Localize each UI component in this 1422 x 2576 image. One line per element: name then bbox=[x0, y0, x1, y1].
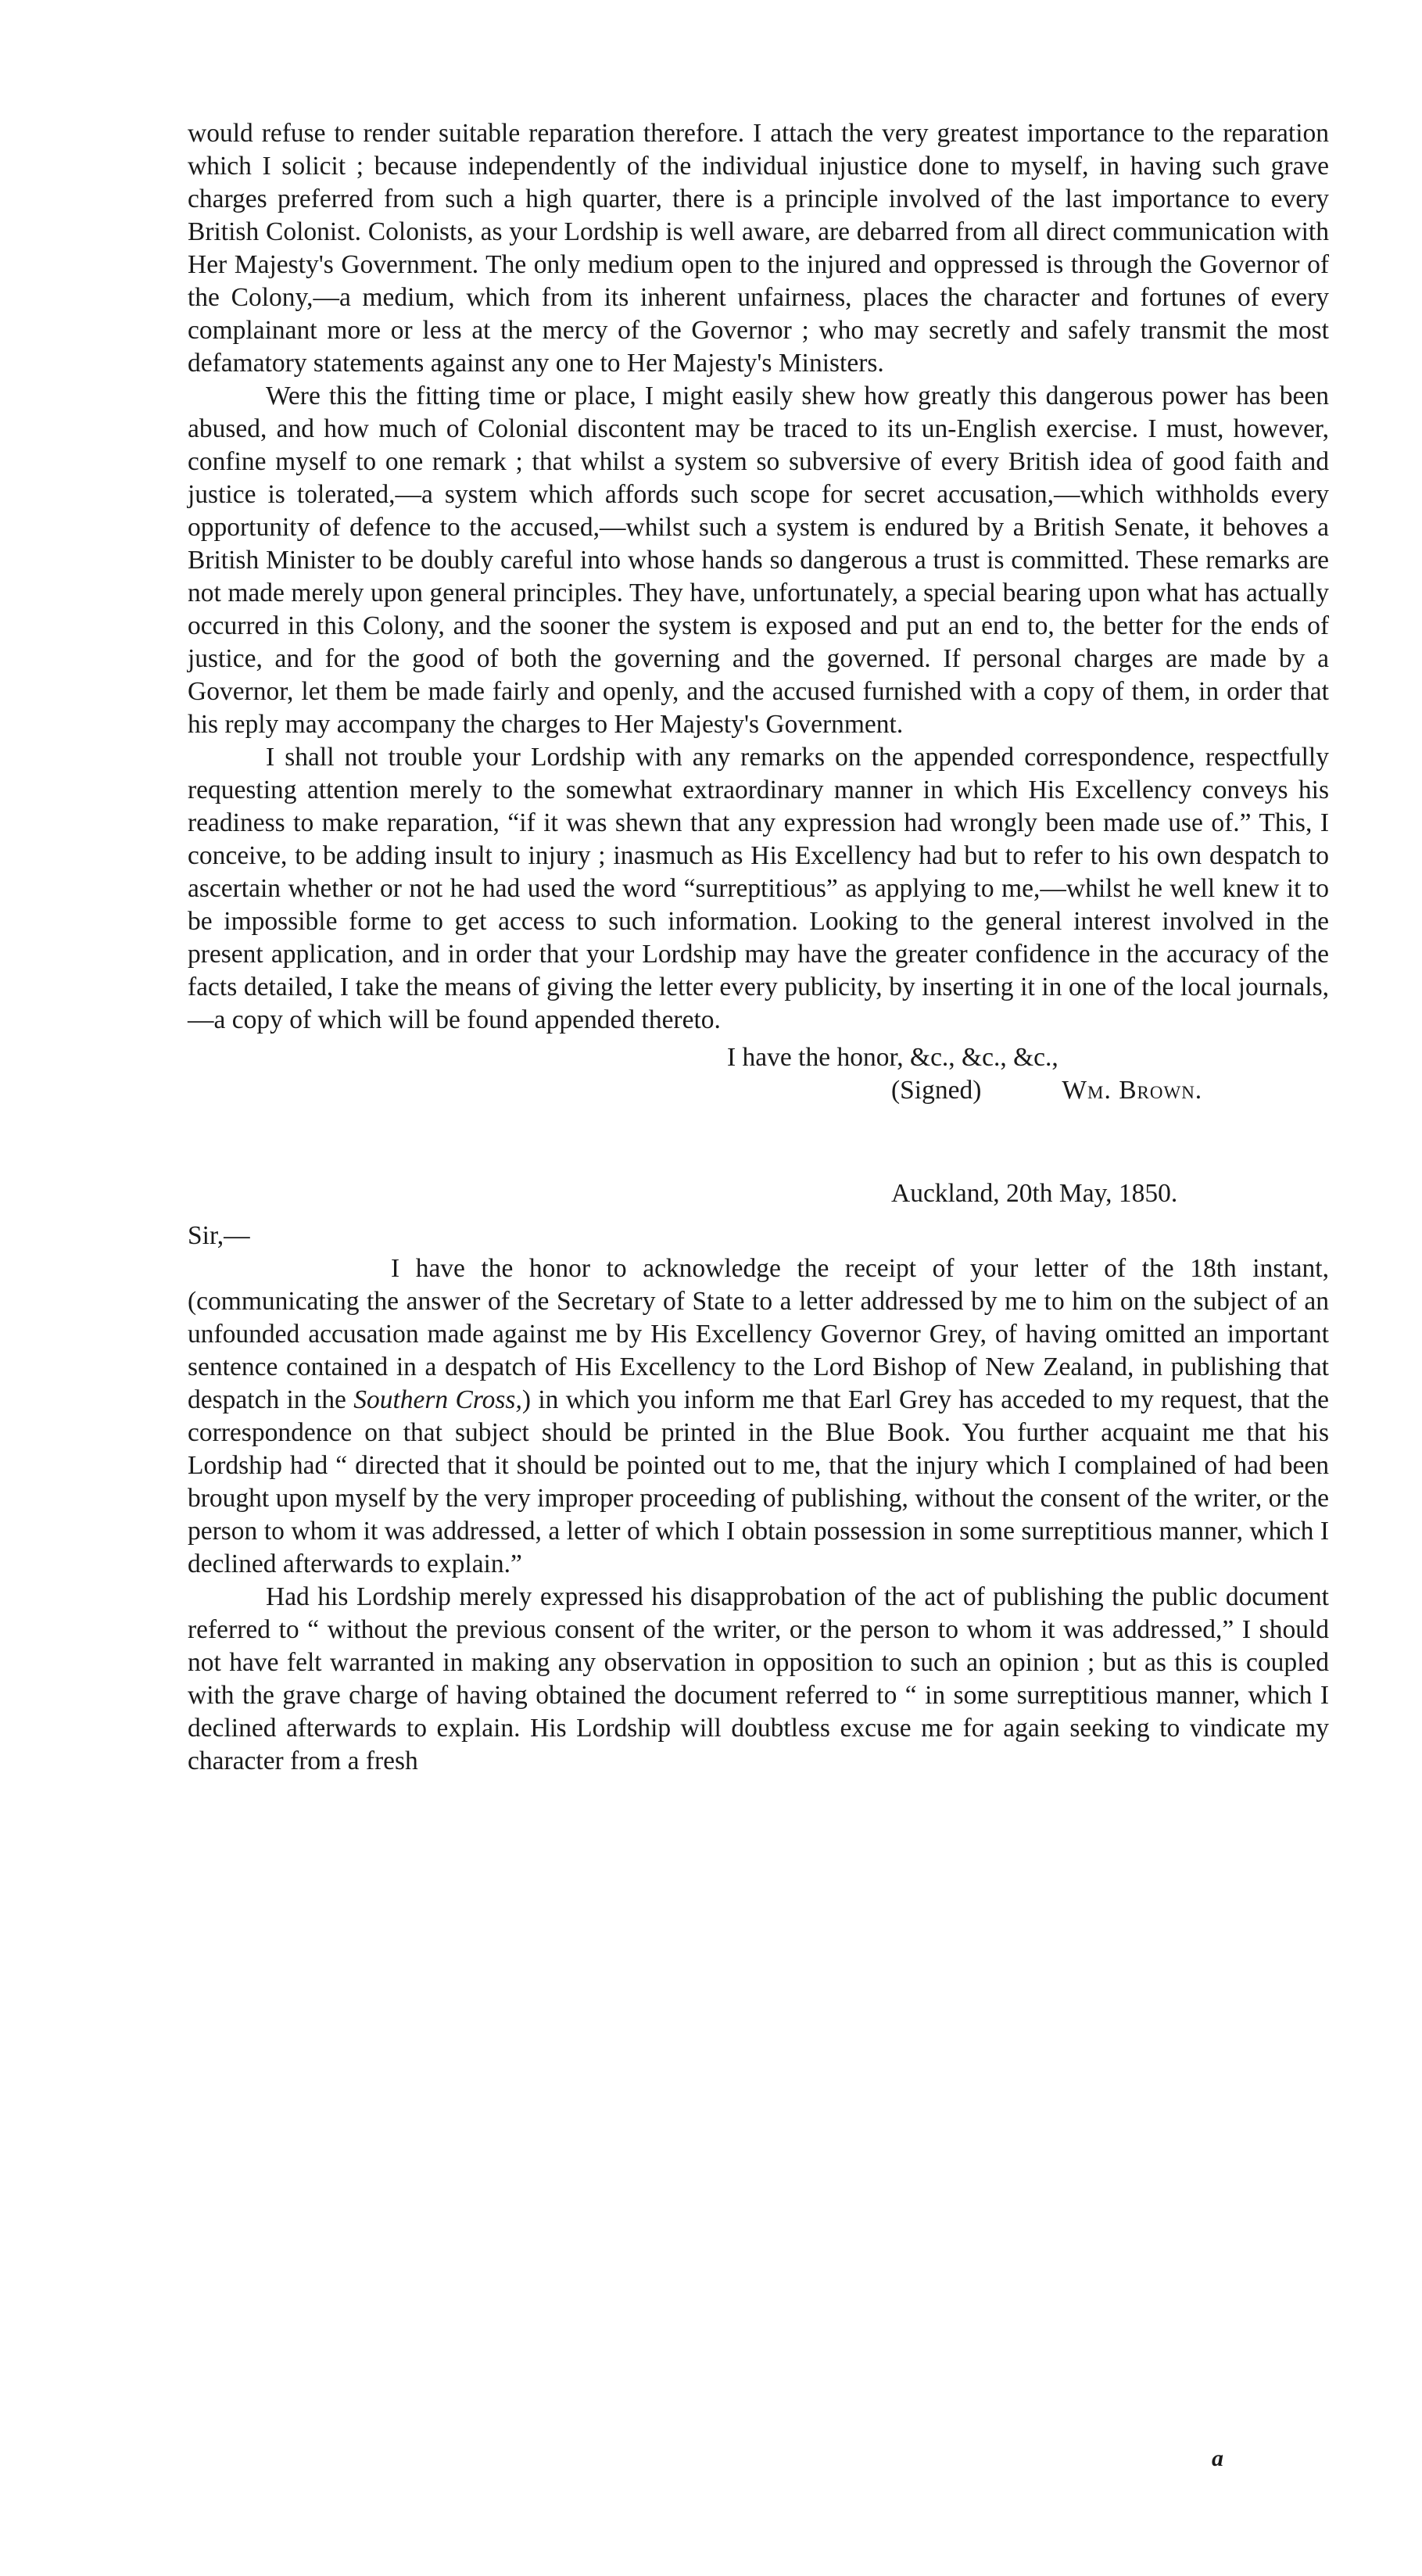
newspaper-name: Southern Cross, bbox=[353, 1385, 522, 1414]
paragraph-disapprobation: Had his Lordship merely expressed his disapprobation of the act of publishing the public document referred to “ without the previous consent of the writer, or the person to whom it was addressed,” I should not have felt warranted in making any observation in opposition to such an opinion ; but as this is coupled with the grave charge of having obtained the document referred to “ in some surreptitious manner, which I declined afterwards to explain. His Lordship will doubtless excuse me for again seeking to vindicate my character from a fresh bbox=[188, 1582, 1329, 1775]
signed-label: (Signed) bbox=[891, 1076, 982, 1105]
letter-dateline: Auckland, 20th May, 1850. bbox=[891, 1179, 1178, 1208]
acknowledgement-text-end: ) in which you inform me that Earl Grey has acceded to my request, that the correspondence on that subject should be printed in the Blue Book. You further acquaint me that his Lordship had “ directed that it should be pointed out to me, that the injury which I complained of had been brought upon myself by the very improper proceeding of publishing, without the consent of the writer, or the person to whom it was addressed, a letter of which I obtain possession in some surreptitious manner, which I declined afterwards to explain.” bbox=[188, 1385, 1329, 1578]
signature-line bbox=[188, 1074, 1329, 1107]
document-page bbox=[188, 117, 1329, 1778]
acknowledgement-text-start: I have the honor to acknowledge the receipt of your letter of the 18th instant, (communicating the answer of the Secretary of State to a letter addressed by me to him on the subject of an unfounded accusation made against me by His Excellency Governor Grey, of having omitted an important sentence contained in a despatch of His Excellency to the Lord Bishop of New Zealand, in publishing that despatch in the bbox=[188, 1254, 1329, 1414]
signature-mark: a bbox=[1212, 2445, 1223, 2471]
paragraph-dangerous-power: Were this the fitting time or place, I might easily shew how greatly this dangerous power has been abused, and how much of Colonial discontent may be traced to its un-English exercise. I must, however, confine myself to one remark ; that whilst a system so subversive of every British idea of good faith and justice is tolerated,—a system which affords such scope for secret accusation,—which withholds every opportunity of defence to the accused,—whilst such a system is endured by a British Senate, it behoves a British Minister to be doubly careful into whose hands so dangerous a trust is committed. These remarks are not made merely upon general principles. They have, unfortunately, a special bearing upon what has actually occurred in this Colony, and the sooner the system is exposed and put an end to, the better for the ends of justice, and for the good of both the governing and the governed. If personal charges are made by a Governor, let them be made fairly and openly, and the accused furnished with a copy of them, in order that his reply may accompany the charges to Her Majesty's Government. bbox=[188, 382, 1329, 739]
paragraph-reparation: would refuse to render suitable reparation therefore. I attach the very greatest importance to the reparation which I solicit ; because independently of the individual injustice done to myself, in having such grave charges preferred from such a high quarter, there is a principle involved of the last importance to every British Colonist. Colonists, as your Lordship is well aware, are debarred from all direct communication with Her Majesty's Government. The only medium open to the injured and oppressed is through the Governor of the Colony,—a medium, which from its inherent unfairness, places the character and fortunes of every complainant more or less at the mercy of the Governor ; who may secretly and safely transmit the most defamatory statements against any one to Her Majesty's Ministers. bbox=[188, 119, 1329, 378]
letter-closing: I have the honor, &c., &c., &c., bbox=[727, 1043, 1058, 1072]
letter-salutation: Sir,— bbox=[188, 1221, 250, 1250]
paragraph-correspondence: I shall not trouble your Lordship with any remarks on the appended correspondence, respectfully requesting attention merely to the somewhat extraordinary manner in which His Excellency conveys his readiness to make reparation, “if it was shewn that any expression had wrongly been made use of.” This, I conceive, to be adding insult to injury ; inasmuch as His Excellency had but to refer to his own despatch to ascertain whether or not he had used the word “surreptitious” as applying to me,—whilst he well knew it to be impossible forme to get access to such information. Looking to the general interest involved in the present application, and in order that your Lordship may have the greater confidence in the accuracy of the facts detailed, I take the means of giving the letter every publicity, by inserting it in one of the local journals,—a copy of which will be found appended thereto. bbox=[188, 743, 1329, 1034]
paragraph-acknowledgement bbox=[188, 1252, 1329, 1581]
signatory-name: Wm. Brown. bbox=[1062, 1076, 1203, 1105]
